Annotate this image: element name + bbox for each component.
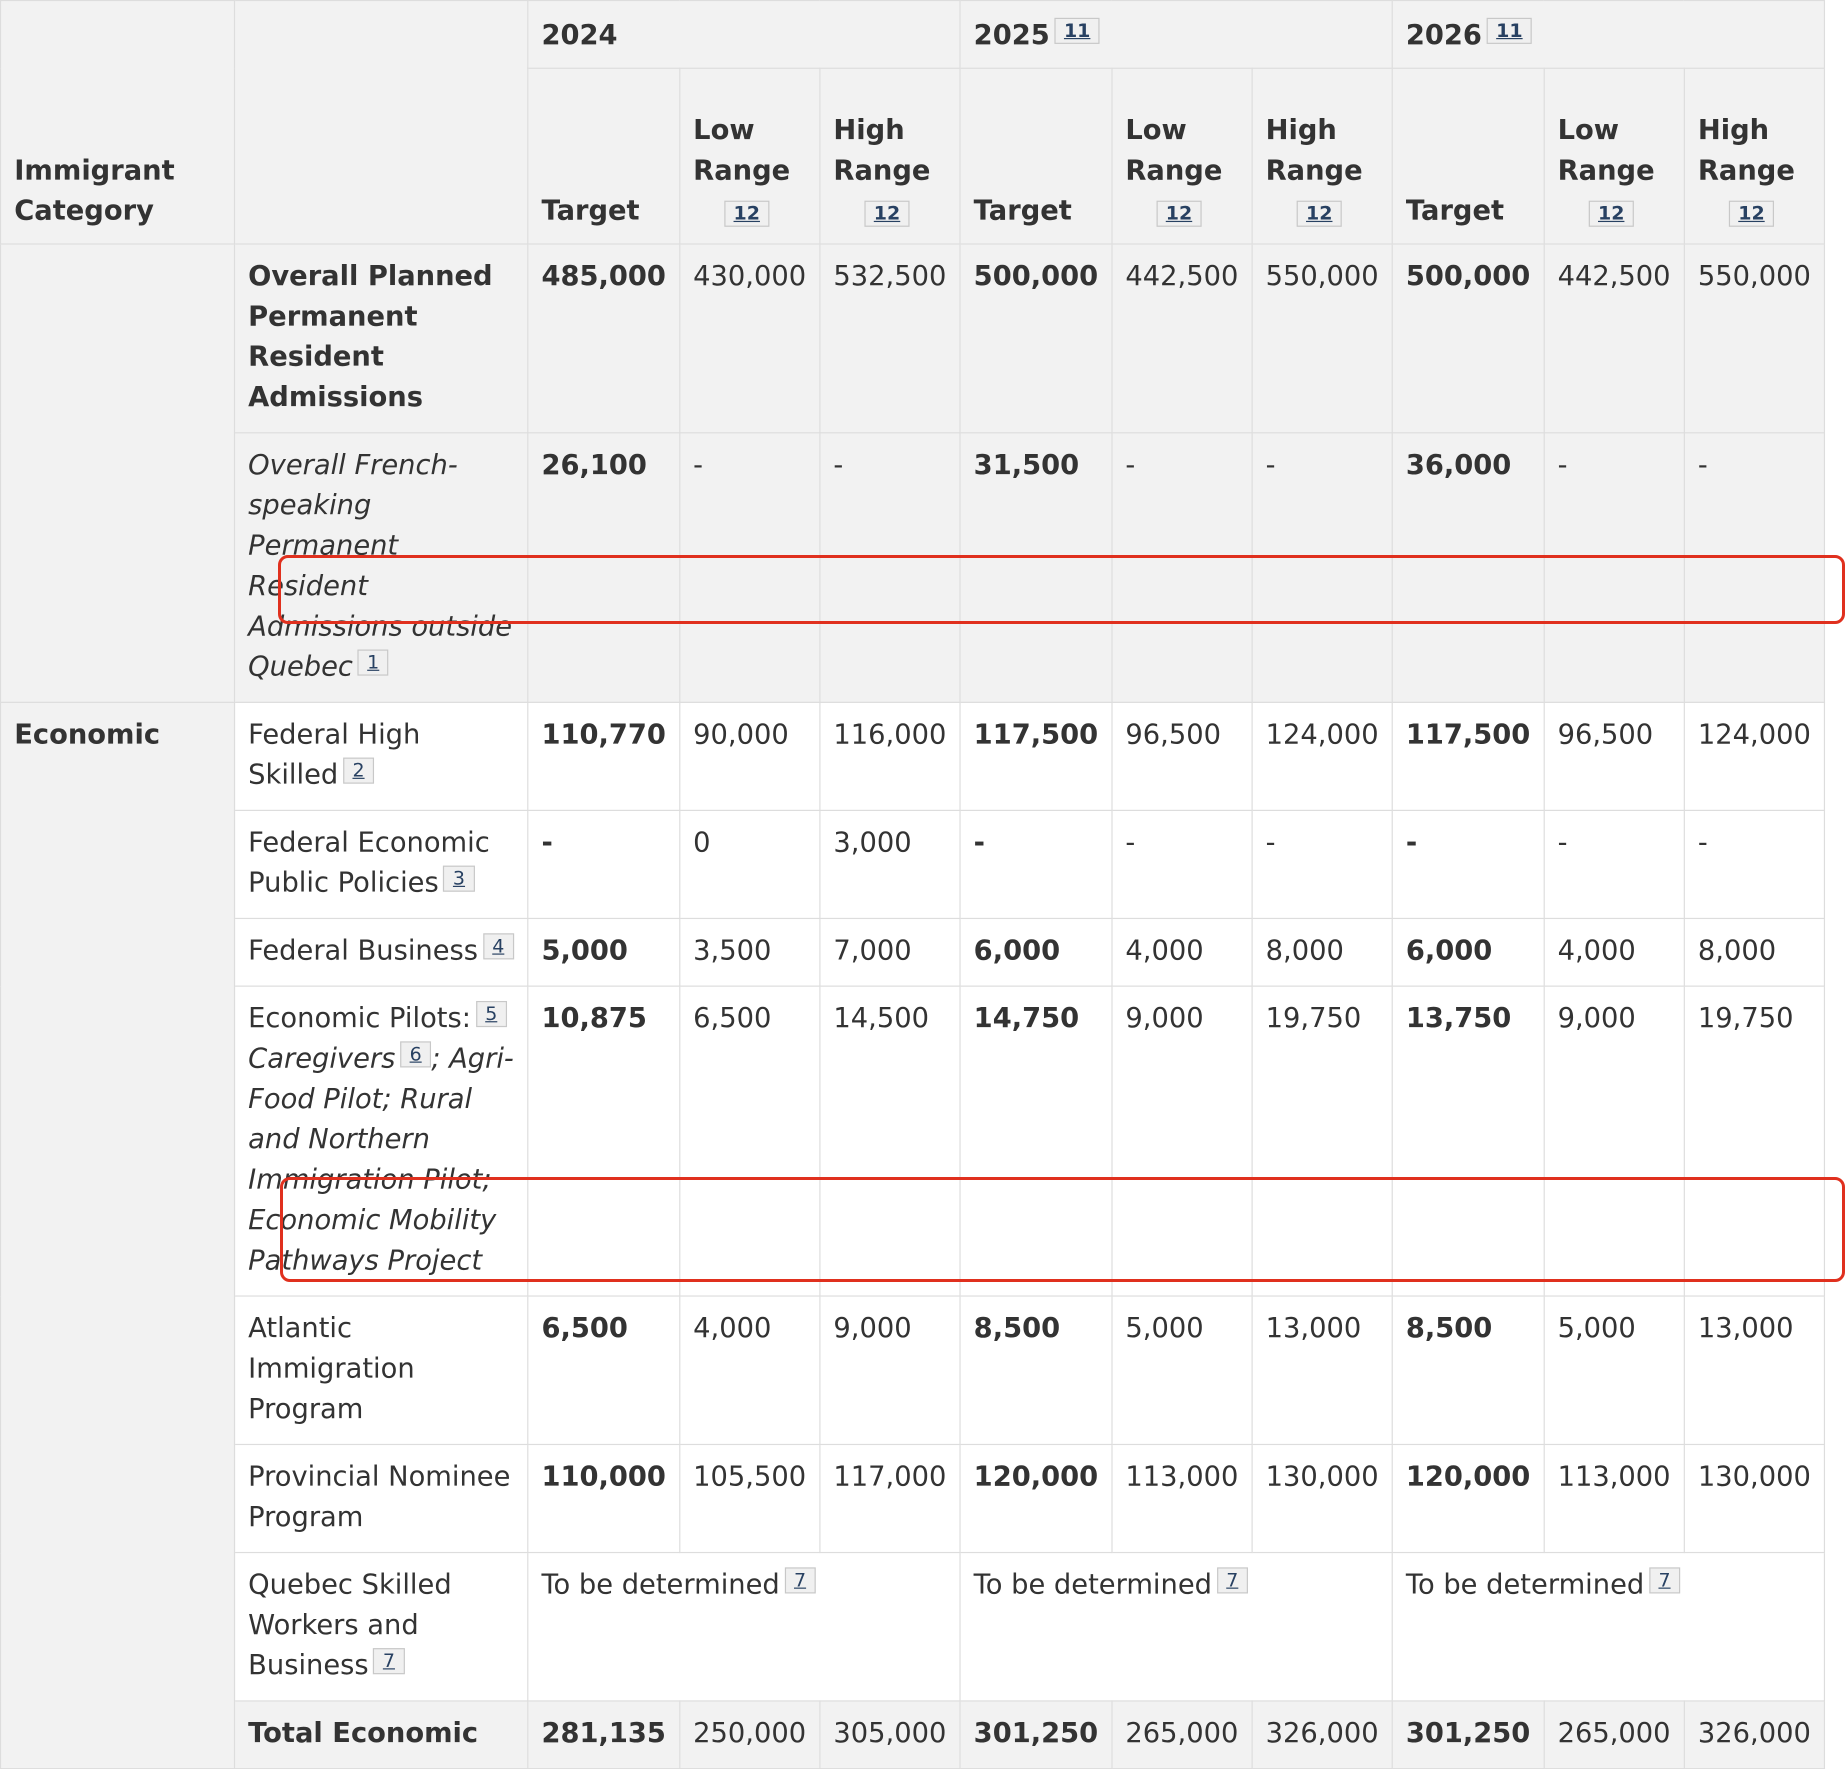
value-cell: 301,250: [1392, 1701, 1544, 1769]
footnote-link[interactable]: 3: [443, 866, 474, 892]
value-cell: 6,500: [680, 986, 820, 1296]
value-cell: 110,770: [528, 702, 680, 810]
tbd-cell-2026: To be determined 7: [1392, 1553, 1824, 1701]
high-range-header: High Range 12: [820, 68, 960, 244]
footnote-link[interactable]: 12: [724, 201, 769, 227]
row-label: Federal High Skilled 2: [235, 702, 528, 810]
footnote-link[interactable]: 7: [1649, 1567, 1680, 1593]
table-row-federal-public-policies: [1, 810, 1825, 918]
footnote-link[interactable]: 7: [785, 1567, 816, 1593]
row-label: Atlantic Immigration Program: [235, 1296, 528, 1444]
value-cell: -: [820, 433, 960, 703]
table-row-overall: [1, 244, 1825, 433]
value-cell: 117,500: [960, 702, 1112, 810]
value-cell: 6,000: [960, 918, 1112, 986]
value-cell: 250,000: [680, 1701, 820, 1769]
value-cell: -: [960, 810, 1112, 918]
value-cell: 0: [680, 810, 820, 918]
value-cell: -: [1252, 433, 1392, 703]
value-cell: 550,000: [1684, 244, 1824, 433]
value-cell: 90,000: [680, 702, 820, 810]
value-cell: 10,875: [528, 986, 680, 1296]
value-cell: 442,500: [1112, 244, 1252, 433]
value-cell: 5,000: [528, 918, 680, 986]
value-cell: 8,500: [960, 1296, 1112, 1444]
value-cell: 9,000: [820, 1296, 960, 1444]
table-row-federal-high-skilled: [1, 702, 1825, 810]
table-row-economic-pilots: [1, 986, 1825, 1296]
value-cell: 7,000: [820, 918, 960, 986]
footnote-link[interactable]: 7: [373, 1648, 404, 1674]
value-cell: 19,750: [1252, 986, 1392, 1296]
value-cell: 14,500: [820, 986, 960, 1296]
immigrant-category-header: Immigrant Category: [1, 1, 235, 244]
value-cell: 130,000: [1684, 1444, 1824, 1552]
row-label: Economic Pilots: 5 Caregivers 6 ; Agri-Food Pilot; Rural and Northern Immigration Pilot; Economic Mobility Pathways Project: [235, 986, 528, 1296]
value-cell: 13,750: [1392, 986, 1544, 1296]
value-cell: 305,000: [820, 1701, 960, 1769]
footnote-link[interactable]: 12: [1297, 201, 1342, 227]
row-label: Federal Economic Public Policies 3: [235, 810, 528, 918]
value-cell: 113,000: [1112, 1444, 1252, 1552]
value-cell: 500,000: [960, 244, 1112, 433]
table-row-federal-business: [1, 918, 1825, 986]
table-row-quebec: [1, 1553, 1825, 1701]
row-label: Provincial Nominee Program: [235, 1444, 528, 1552]
footnote-link[interactable]: 12: [1729, 201, 1774, 227]
value-cell: 8,000: [1252, 918, 1392, 986]
value-cell: 4,000: [1544, 918, 1684, 986]
value-cell: 14,750: [960, 986, 1112, 1296]
value-cell: 8,500: [1392, 1296, 1544, 1444]
value-cell: -: [1112, 433, 1252, 703]
low-range-header: Low Range 12: [1544, 68, 1684, 244]
value-cell: 485,000: [528, 244, 680, 433]
value-cell: 124,000: [1684, 702, 1824, 810]
value-cell: 124,000: [1252, 702, 1392, 810]
row-label: Federal Business 4: [235, 918, 528, 986]
footnote-link[interactable]: 6: [400, 1041, 431, 1067]
value-cell: -: [1684, 810, 1824, 918]
tbd-cell-2024: To be determined 7: [528, 1553, 960, 1701]
low-range-header: Low Range 12: [680, 68, 820, 244]
footnote-link[interactable]: 5: [476, 1001, 507, 1027]
value-cell: -: [1684, 433, 1824, 703]
value-cell: 36,000: [1392, 433, 1544, 703]
table-row-provincial-nominee: [1, 1444, 1825, 1552]
value-cell: 96,500: [1544, 702, 1684, 810]
target-header: Target: [960, 68, 1112, 244]
low-range-header: Low Range 12: [1112, 68, 1252, 244]
high-range-header: High Range 12: [1252, 68, 1392, 244]
value-cell: 265,000: [1112, 1701, 1252, 1769]
value-cell: 130,000: [1252, 1444, 1392, 1552]
value-cell: 117,500: [1392, 702, 1544, 810]
value-cell: 6,500: [528, 1296, 680, 1444]
row-label: Overall Planned Permanent Resident Admissions: [235, 244, 528, 433]
value-cell: 500,000: [1392, 244, 1544, 433]
value-cell: 110,000: [528, 1444, 680, 1552]
value-cell: 550,000: [1252, 244, 1392, 433]
table-row-total-economic: [1, 1701, 1825, 1769]
value-cell: 116,000: [820, 702, 960, 810]
economic-category-cell: Economic: [1, 702, 235, 1768]
value-cell: 9,000: [1544, 986, 1684, 1296]
value-cell: 117,000: [820, 1444, 960, 1552]
value-cell: -: [680, 433, 820, 703]
footnote-link[interactable]: 1: [358, 650, 389, 676]
value-cell: 281,135: [528, 1701, 680, 1769]
footnote-link[interactable]: 4: [483, 933, 514, 959]
value-cell: 31,500: [960, 433, 1112, 703]
table-row-french: [1, 433, 1825, 703]
value-cell: 430,000: [680, 244, 820, 433]
value-cell: 26,100: [528, 433, 680, 703]
footnote-link[interactable]: 12: [1589, 201, 1634, 227]
value-cell: 3,000: [820, 810, 960, 918]
value-cell: 9,000: [1112, 986, 1252, 1296]
value-cell: 105,500: [680, 1444, 820, 1552]
program-header: [235, 1, 528, 244]
footnote-link[interactable]: 12: [864, 201, 909, 227]
value-cell: 19,750: [1684, 986, 1824, 1296]
value-cell: -: [1252, 810, 1392, 918]
value-cell: 113,000: [1544, 1444, 1684, 1552]
table-row-atlantic: [1, 1296, 1825, 1444]
value-cell: -: [1392, 810, 1544, 918]
row-label: Overall French-speaking Permanent Resident Admissions outside Quebec 1: [235, 433, 528, 703]
value-cell: -: [528, 810, 680, 918]
value-cell: 442,500: [1544, 244, 1684, 433]
value-cell: 13,000: [1252, 1296, 1392, 1444]
high-range-header: High Range 12: [1684, 68, 1824, 244]
value-cell: 120,000: [1392, 1444, 1544, 1552]
value-cell: 301,250: [960, 1701, 1112, 1769]
tbd-cell-2025: To be determined 7: [960, 1553, 1392, 1701]
target-header: Target: [528, 68, 680, 244]
value-cell: 5,000: [1544, 1296, 1684, 1444]
value-cell: 120,000: [960, 1444, 1112, 1552]
row-label: Total Economic: [235, 1701, 528, 1769]
blank-category-cell: [1, 244, 235, 702]
value-cell: 326,000: [1684, 1701, 1824, 1769]
value-cell: 8,000: [1684, 918, 1824, 986]
footnote-link[interactable]: 11: [1054, 18, 1099, 44]
value-cell: 326,000: [1252, 1701, 1392, 1769]
footnote-link[interactable]: 12: [1156, 201, 1201, 227]
footnote-link[interactable]: 11: [1487, 18, 1532, 44]
value-cell: -: [1112, 810, 1252, 918]
value-cell: 4,000: [1112, 918, 1252, 986]
value-cell: 96,500: [1112, 702, 1252, 810]
value-cell: 4,000: [680, 1296, 820, 1444]
value-cell: 5,000: [1112, 1296, 1252, 1444]
year-header-2026: 2026 11: [1392, 1, 1824, 69]
year-header-2025: 2025 11: [960, 1, 1392, 69]
footnote-link[interactable]: 2: [343, 758, 374, 784]
footnote-link[interactable]: 7: [1217, 1567, 1248, 1593]
row-label: Quebec Skilled Workers and Business 7: [235, 1553, 528, 1701]
target-header: Target: [1392, 68, 1544, 244]
value-cell: -: [1544, 810, 1684, 918]
value-cell: 265,000: [1544, 1701, 1684, 1769]
value-cell: 3,500: [680, 918, 820, 986]
value-cell: -: [1544, 433, 1684, 703]
value-cell: 6,000: [1392, 918, 1544, 986]
value-cell: 13,000: [1684, 1296, 1824, 1444]
value-cell: 532,500: [820, 244, 960, 433]
year-header-2024: 2024: [528, 1, 960, 69]
